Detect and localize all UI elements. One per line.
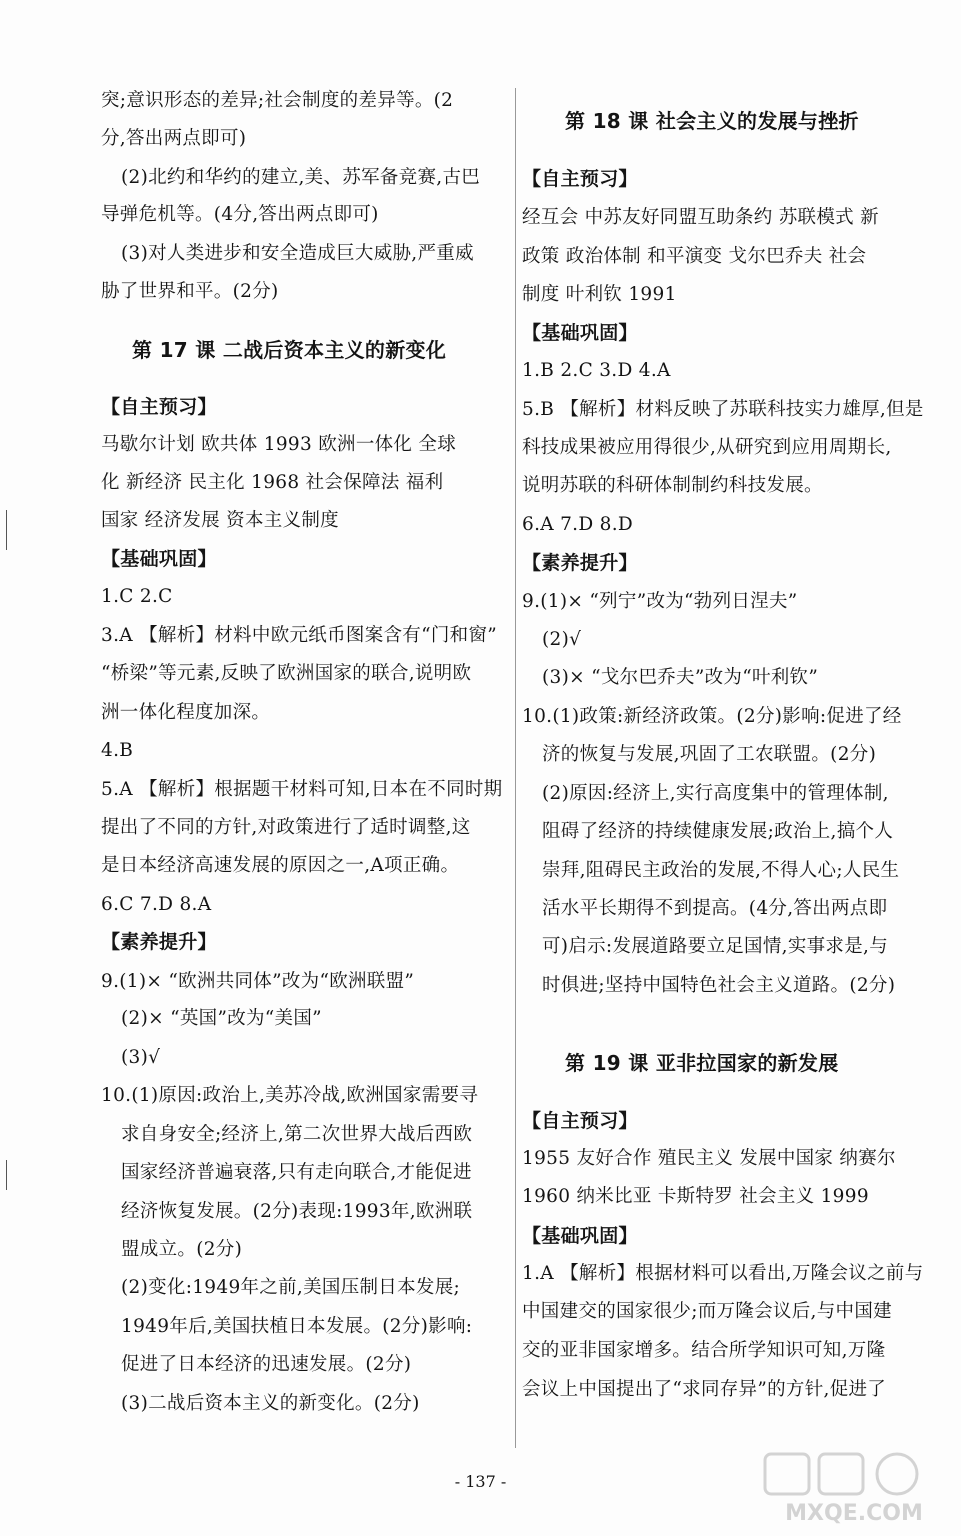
answer-line: 1.A 【解析】根据材料可以看出,万隆会议之前与 xyxy=(522,1263,924,1284)
answer-line: 制度 叶利钦 1991 xyxy=(522,284,677,305)
answer-line: 促进了日本经济的迅速发展。(2分) xyxy=(121,1354,412,1375)
answer-line: 国家经济普遍衰落,只有走向联合,才能促进 xyxy=(121,1162,472,1183)
answer-line: (2)× “英国”改为“美国” xyxy=(121,1008,322,1029)
answer-line: 提出了不同的方针,对政策进行了适时调整,这 xyxy=(101,817,471,838)
answer-line: 经互会 中苏友好同盟互助条约 苏联模式 新 xyxy=(522,207,879,228)
section-heading: 【基础巩固】 xyxy=(522,322,638,344)
lesson-title: 第 19 课 亚非拉国家的新发展 xyxy=(565,1051,839,1075)
answer-line: 时俱进;坚持中国特色社会主义道路。(2分) xyxy=(542,975,896,996)
answer-line: (3)二战后资本主义的新变化。(2分) xyxy=(121,1393,420,1414)
answer-line: 马歇尔计划 欧共体 1993 欧洲一体化 全球 xyxy=(101,434,457,455)
answer-line: 1949年后,美国扶植日本发展。(2分)影响: xyxy=(121,1316,473,1337)
answer-line: 6.A 7.D 8.D xyxy=(522,514,634,535)
answer-line: 1960 纳米比亚 卡斯特罗 社会主义 1999 xyxy=(522,1186,869,1207)
answer-line: 崇拜,阻碍民主政治的发展,不得人心;人民生 xyxy=(542,860,900,881)
section-heading: 【素养提升】 xyxy=(101,931,217,953)
answer-line: 胁了世界和平。(2分) xyxy=(101,281,279,302)
answer-line: (3)对人类进步和安全造成巨大威胁,严重威 xyxy=(121,243,474,264)
section-heading: 【基础巩固】 xyxy=(101,548,217,570)
answer-line: 可)启示:发展道路要立足国情,实事求是,与 xyxy=(542,936,889,957)
answer-line: 1955 友好合作 殖民主义 发展中国家 纳赛尔 xyxy=(522,1148,896,1169)
answer-line: 政策 政治体制 和平演变 戈尔巴乔夫 社会 xyxy=(522,246,867,267)
answer-line: 会议上中国提出了“求同存异”的方针,促进了 xyxy=(522,1379,887,1400)
answer-line: 突;意识形态的差异;社会制度的差异等。(2 xyxy=(101,90,454,111)
lesson-title: 第 18 课 社会主义的发展与挫折 xyxy=(565,109,859,133)
answer-line: 交的亚非国家增多。结合所学知识可知,万隆 xyxy=(522,1340,886,1361)
answer-line: 说明苏联的科研体制制约科技发展。 xyxy=(522,475,823,496)
section-heading: 【基础巩固】 xyxy=(522,1225,638,1247)
answer-line: (2)√ xyxy=(542,629,582,650)
answer-line: 9.(1)× “欧洲共同体”改为“欧洲联盟” xyxy=(101,971,415,992)
section-heading: 【素养提升】 xyxy=(522,552,638,574)
binding-edge-mark xyxy=(6,510,7,550)
answer-line: 经济恢复发展。(2分)表现:1993年,欧洲联 xyxy=(121,1201,473,1222)
answer-line: (3)× “戈尔巴乔夫”改为“叶利钦” xyxy=(542,667,819,688)
section-heading: 【自主预习】 xyxy=(522,1110,638,1132)
binding-edge-mark xyxy=(6,1160,7,1190)
watermark-logo xyxy=(759,1450,949,1528)
answer-line: 10.(1)原因:政治上,美苏冷战,欧洲国家需要寻 xyxy=(101,1085,479,1106)
answer-line: 1.C 2.C xyxy=(101,586,173,607)
answer-line: 求自身安全;经济上,第二次世界大战后西欧 xyxy=(121,1124,473,1145)
answer-line: 洲一体化程度加深。 xyxy=(101,702,271,723)
answer-line: 分,答出两点即可) xyxy=(101,128,247,149)
answer-line: 10.(1)政策:新经济政策。(2分)影响:促进了经 xyxy=(522,706,902,727)
svg-text:MXQE.COM: MXQE.COM xyxy=(785,1501,923,1526)
answer-line: (2)北约和华约的建立,美、苏军备竞赛,古巴 xyxy=(121,167,481,188)
answer-line: “桥梁”等元素,反映了欧洲国家的联合,说明欧 xyxy=(101,663,472,684)
page-number: - 137 - xyxy=(454,1472,507,1491)
answer-line: 9.(1)× “列宁”改为“勃列日涅夫” xyxy=(522,591,798,612)
answer-line: 导弹危机等。(4分,答出两点即可) xyxy=(101,204,379,225)
answer-line: 5.B 【解析】材料反映了苏联科技实力雄厚,但是 xyxy=(522,399,924,420)
answer-line: (2)原因:经济上,实行高度集中的管理体制, xyxy=(542,783,889,804)
answer-line: 国家 经济发展 资本主义制度 xyxy=(101,510,339,531)
answer-line: (3)√ xyxy=(121,1047,161,1068)
answer-line: 活水平长期得不到提高。(4分,答出两点即 xyxy=(542,898,888,919)
answer-line: 6.C 7.D 8.A xyxy=(101,894,212,915)
answer-line: 4.B xyxy=(101,740,134,761)
answer-line: 科技成果被应用得很少,从研究到应用周期长, xyxy=(522,437,892,458)
section-heading: 【自主预习】 xyxy=(522,168,638,190)
answer-line: 济的恢复与发展,巩固了工农联盟。(2分) xyxy=(542,744,877,765)
answer-line: (2)变化:1949年之前,美国压制日本发展; xyxy=(121,1277,461,1298)
answer-line: 3.A 【解析】材料中欧元纸币图案含有“门和窗” xyxy=(101,625,498,646)
answer-line: 1.B 2.C 3.D 4.A xyxy=(522,360,671,381)
answer-line: 是日本经济高速发展的原因之一,A项正确。 xyxy=(101,855,460,876)
answer-line: 中国建交的国家很少;而万隆会议后,与中国建 xyxy=(522,1301,892,1322)
answer-line: 5.A 【解析】根据题干材料可知,日本在不同时期 xyxy=(101,779,503,800)
answer-line: 盟成立。(2分) xyxy=(121,1239,243,1260)
answer-line: 阻碍了经济的持续健康发展;政治上,搞个人 xyxy=(542,821,894,842)
column-divider xyxy=(515,88,516,1448)
lesson-title: 第 17 课 二战后资本主义的新变化 xyxy=(132,338,447,362)
answer-line: 化 新经济 民主化 1968 社会保障法 福利 xyxy=(101,472,444,493)
section-heading: 【自主预习】 xyxy=(101,396,217,418)
